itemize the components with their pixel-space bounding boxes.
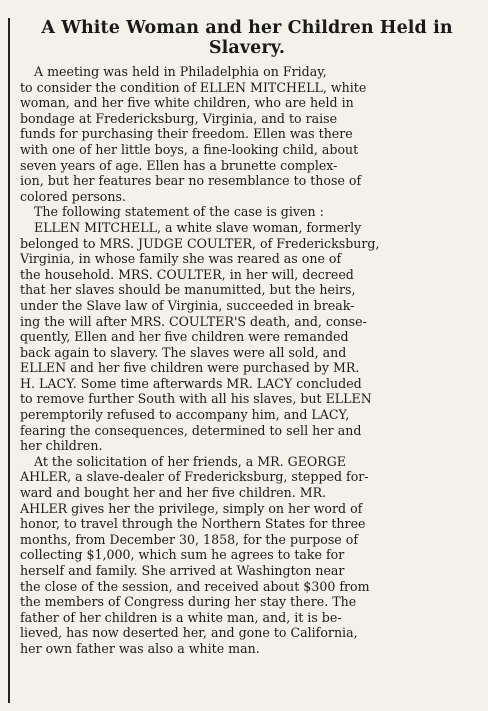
text-line: AHLER, a slave-dealer of Fredericksburg, stepped for- — [20, 469, 369, 485]
text-line: to consider the condition of ELLEN MITCHELL, white — [20, 79, 367, 95]
text-line: ing the will after MRS. COULTER'S death, and, conse- — [20, 313, 367, 329]
text-line: Virginia, in whose family she was reared as one of — [20, 251, 342, 267]
headline — [20, 18, 474, 58]
text-line: that her slaves should be manumitted, but the heirs, — [20, 282, 356, 298]
text-line: colored persons. — [20, 188, 126, 204]
text-line: At the solicitation of her friends, a MR. GEORGE — [34, 453, 346, 469]
paragraph — [20, 220, 474, 454]
text-line: belonged to MRS. JUDGE COULTER, of Fredericksburg, — [20, 235, 380, 251]
text-line: A meeting was held in Philadelphia on Friday, — [34, 64, 327, 79]
text-line: seven years of age. Ellen has a brunette complex- — [20, 157, 338, 173]
text-line: father of her children is a white man, and, it is be- — [20, 609, 342, 625]
text-line: ELLEN and her five children were purchased by MR. — [20, 360, 360, 376]
headline-line: Slavery. — [208, 38, 286, 58]
text-line: to remove further South with all his slaves, but ELLEN — [20, 391, 372, 407]
paragraph — [20, 204, 474, 220]
text-line: ELLEN MITCHELL, a white slave woman, formerly — [34, 219, 362, 235]
text-line: her children. — [20, 438, 103, 454]
text-line: her own father was also a white man. — [20, 640, 260, 656]
text-line: The following statement of the case is given : — [34, 204, 324, 220]
text-line: H. LACY. Some time afterwards MR. LACY concluded — [20, 375, 362, 391]
text-line: woman, and her five white children, who are held in — [20, 95, 354, 111]
text-line: months, from December 30, 1858, for the purpose of — [20, 531, 359, 547]
text-line: lieved, has now deserted her, and gone to California, — [20, 625, 358, 641]
text-line: back again to slavery. The slaves were all sold, and — [20, 344, 347, 360]
text-line: quently, Ellen and her five children were remanded — [20, 329, 349, 345]
column-rule — [8, 18, 10, 703]
text-line: peremptorily refused to accompany him, and LACY, — [20, 407, 350, 423]
paragraph — [20, 454, 474, 657]
article-body — [20, 64, 474, 657]
text-line: under the Slave law of Virginia, succeeded in break- — [20, 297, 355, 313]
text-line: the close of the session, and received about $300 from — [20, 578, 370, 594]
text-line: the household. MRS. COULTER, in her will, decreed — [20, 266, 354, 282]
text-line: the members of Congress during her stay there. The — [20, 594, 357, 610]
text-line: AHLER gives her the privilege, simply on her word of — [20, 500, 363, 516]
text-line: funds for purchasing their freedom. Ellen was there — [20, 126, 353, 142]
headline-line: A White Woman and her Children Held in — [41, 18, 453, 38]
text-line: ward and bought her and her five children. MR. — [20, 485, 327, 501]
text-line: fearing the consequences, determined to sell her and — [20, 422, 362, 438]
text-line: bondage at Fredericksburg, Virginia, and to raise — [20, 110, 338, 126]
text-line: honor, to travel through the Northern States for three — [20, 516, 366, 532]
text-line: ion, but her features bear no resemblance to those of — [20, 173, 362, 189]
text-line: collecting $1,000, which sum he agrees to take for — [20, 547, 345, 563]
text-line: herself and family. She arrived at Washington near — [20, 563, 345, 578]
text-line: with one of her little boys, a fine-looking child, about — [20, 141, 359, 157]
paragraph — [20, 64, 474, 204]
